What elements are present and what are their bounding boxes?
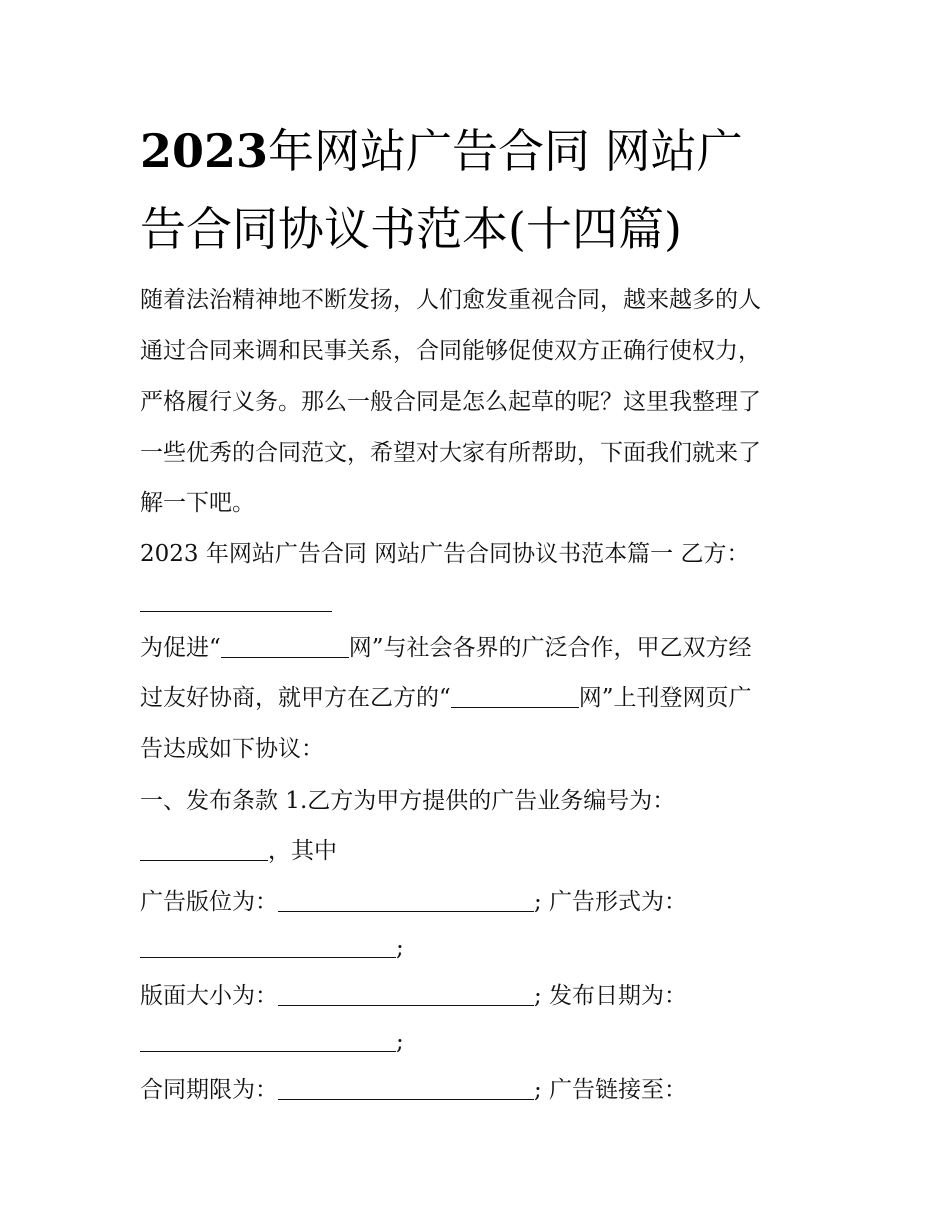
title-year: 2023: [140, 124, 269, 178]
site-name-blank: [221, 635, 349, 658]
para1-line-2: [140, 681, 752, 715]
title-line2: 告合同协议书范本(十四篇): [140, 202, 682, 256]
size-blank: [278, 983, 534, 1006]
date-label: ; 发布日期为：: [534, 983, 688, 1009]
date-blank: [140, 1029, 396, 1052]
clause1-heading: 一、发布条款 1.乙方为甲方提供的广告业务编号为：: [140, 788, 676, 814]
title-line1-rest: 年网站广告合同 网站广: [268, 124, 743, 178]
term-blank: [278, 1077, 534, 1100]
ad-form-label: ; 广告形式为：: [534, 889, 688, 915]
para1-line-1: [140, 631, 752, 665]
party-b-blank-line: [140, 585, 332, 619]
size-line: [140, 979, 687, 1013]
ad-position-blank: [278, 889, 534, 912]
size-label: 版面大小为：: [140, 983, 278, 1009]
business-number-blank: [140, 838, 268, 861]
ad-form-blank-line: [140, 931, 404, 965]
ad-position-line: [140, 885, 687, 919]
semicolon-1: ;: [396, 935, 404, 961]
intro-line-2: 通过合同来调和民事关系，合同能够促使双方正确行使权力，: [140, 338, 761, 364]
party-b-blank: [140, 589, 332, 612]
clause1-number-line: [140, 834, 337, 868]
clause1-tail: ，其中: [268, 838, 337, 864]
semicolon-2: ;: [396, 1029, 404, 1055]
para1-line-2-start: 过友好协商，就甲方在乙方的“: [140, 685, 451, 711]
intro-line-5: 解一下吧。: [140, 490, 255, 516]
ad-position-label: 广告版位为：: [140, 889, 278, 915]
para1-line-2-end: 网”上刊登网页广: [578, 685, 752, 711]
document-title: [140, 112, 820, 268]
date-blank-line: [140, 1025, 404, 1059]
term-label: 合同期限为：: [140, 1077, 278, 1103]
ad-form-blank: [140, 935, 396, 958]
para1-line-3: 告达成如下协议：: [140, 736, 324, 762]
site-name-blank-2: [451, 685, 579, 708]
link-label: ; 广告链接至：: [534, 1077, 688, 1103]
intro-line-1: 随着法治精神地不断发扬，人们愈发重视合同，越来越多的人: [140, 287, 761, 313]
intro-line-4: 一些优秀的合同范文，希望对大家有所帮助，下面我们就来了: [140, 440, 761, 466]
para1-line-1-start: 为促进“: [140, 635, 221, 661]
para1-line-1-end: 网”与社会各界的广泛合作，甲乙双方经: [348, 635, 752, 661]
term-line: [140, 1073, 687, 1107]
intro-line-3: 严格履行义务。那么一般合同是怎么起草的呢？这里我整理了: [140, 389, 761, 415]
section-heading: 2023 年网站广告合同 网站广告合同协议书范本篇一 乙方：: [140, 541, 750, 567]
